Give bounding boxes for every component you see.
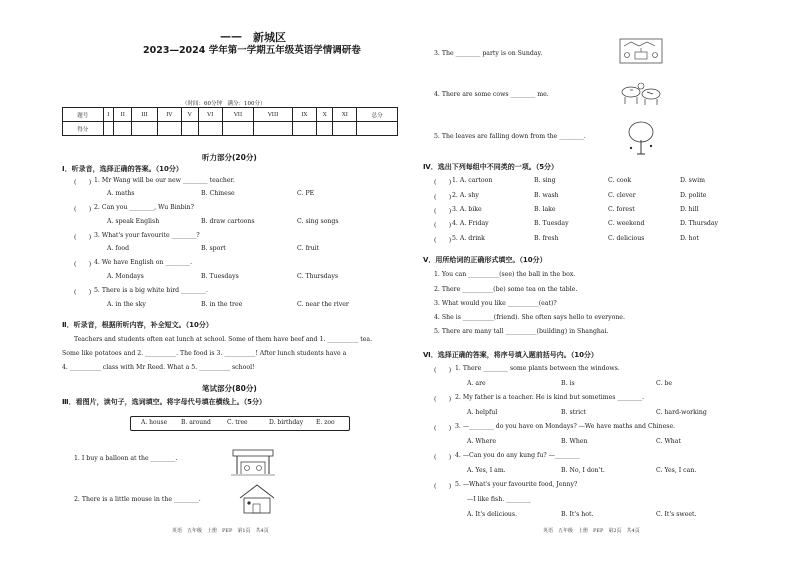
table-cell: V xyxy=(181,108,198,122)
option: B. lake xyxy=(534,206,556,213)
option: B. draw cartoons xyxy=(201,218,255,225)
answer-paren[interactable]: ( ) xyxy=(74,179,92,186)
table-cell[interactable] xyxy=(114,122,132,136)
question-stem: 4. —Can you do any kung fu? —________ xyxy=(455,452,580,459)
option: B. is xyxy=(561,380,575,387)
option: B. Tuesdays xyxy=(201,273,239,280)
score-table-row xyxy=(63,108,398,122)
option: D. polite xyxy=(680,192,707,199)
option: C. be xyxy=(656,380,673,387)
option: B. Chinese xyxy=(201,190,235,197)
question-stem-reply: —I like fish. ________ xyxy=(467,496,531,503)
sec5-heading: Ⅴ．用所给词的正确形式填空。（10分） xyxy=(423,256,547,264)
table-cell: X xyxy=(316,108,333,122)
answer-paren[interactable]: ( ) xyxy=(434,237,452,244)
option: C. weekend xyxy=(608,220,645,227)
answer-paren[interactable]: ( ) xyxy=(434,208,452,215)
word-bank-item: A. house xyxy=(141,419,168,426)
option: 5. A. drink xyxy=(452,235,485,242)
picture-question: 5. The leaves are falling down from the ________. xyxy=(434,133,586,140)
option: B. strict xyxy=(561,409,587,416)
option: A. in the sky xyxy=(107,301,146,308)
question-stem: 4. We have English on ________. xyxy=(94,259,193,266)
option: C. sing songs xyxy=(297,218,339,225)
picture-question: 3. The ________ party is on Sunday. xyxy=(434,50,543,57)
option: C. delicious xyxy=(608,235,645,242)
fill-line: 4. She is __________(friend). She often says hello to everyone. xyxy=(434,314,625,321)
option: B. in the tree xyxy=(201,301,243,308)
answer-paren[interactable]: ( ) xyxy=(434,179,452,186)
question-stem: 1. Mr Wang will be our new ________ teacher. xyxy=(94,177,235,184)
word-bank xyxy=(130,416,350,431)
table-cell: 总分 xyxy=(357,108,398,122)
table-cell: VII xyxy=(222,108,253,122)
table-cell[interactable] xyxy=(316,122,333,136)
tree-picture xyxy=(625,120,657,156)
table-cell: I xyxy=(103,108,114,122)
table-cell: 得分 xyxy=(63,122,104,136)
cloze-line: Teachers and students often eat lunch at school. Some of them have beef and 1. __________ tea. xyxy=(74,336,373,343)
option: D. hot xyxy=(680,235,699,242)
option: A. helpful xyxy=(467,409,498,416)
table-cell[interactable] xyxy=(222,122,253,136)
exam-meta: （时间：60分钟 满分：100分） xyxy=(182,101,266,107)
answer-paren[interactable]: ( ) xyxy=(74,261,92,268)
sec4-heading: Ⅳ．选出下列每组中不同类的一项。（5分） xyxy=(423,163,559,171)
option: C. fruit xyxy=(297,245,320,252)
written-header: 笔试部分(80分) xyxy=(202,384,257,393)
birthday-party-picture xyxy=(619,38,663,64)
option: A. are xyxy=(467,380,486,387)
option: 3. A. bike xyxy=(452,206,482,213)
answer-paren[interactable]: ( ) xyxy=(74,289,92,296)
cloze-line: 4. __________ class with Mr Reed. What a 5. __________ school! xyxy=(62,364,255,371)
option: 4. A. Friday xyxy=(452,220,489,227)
table-cell: XI xyxy=(333,108,357,122)
page-footer: 英语 五年级 上册 PEP 第2页 共4页 xyxy=(543,528,640,534)
picture-question: 1. I buy a balloon at the ________. xyxy=(74,455,178,462)
sec1-heading: Ⅰ．听录音，选择正确的答案。（10分） xyxy=(62,165,183,173)
fill-line: 5. There are many tall __________(building) in Shanghai. xyxy=(434,328,609,335)
sec2-heading: Ⅱ．听录音，根据所听内容，补全短文。（10分） xyxy=(62,321,213,329)
table-cell[interactable] xyxy=(181,122,198,136)
word-bank-item: E. zoo xyxy=(316,419,335,426)
table-cell: VIII xyxy=(254,108,293,122)
answer-paren[interactable]: ( ) xyxy=(434,454,452,461)
table-cell: IV xyxy=(157,108,181,122)
question-stem: 2. My father is a teacher. He is kind but sometimes ________. xyxy=(455,394,645,401)
option: C. forest xyxy=(608,206,635,213)
option: D. swim xyxy=(680,177,705,184)
score-table xyxy=(62,107,398,136)
table-cell[interactable] xyxy=(157,122,181,136)
cloze-line: Some like potatoes and 2. __________. The food is 3. __________! After lunch students have a xyxy=(62,350,347,357)
table-cell[interactable] xyxy=(198,122,222,136)
cows-picture xyxy=(617,78,667,108)
question-stem: 5. There is a big white bird ________. xyxy=(94,287,208,294)
title-exam: 2023—2024 学年第一学期五年级英语学情调研卷 xyxy=(143,45,361,56)
answer-paren[interactable]: ( ) xyxy=(434,483,452,490)
picture-question: 2. There is a little mouse in the ________. xyxy=(74,496,201,503)
option: B. sport xyxy=(201,245,226,252)
title-district: 新城区 xyxy=(253,31,286,44)
picture-question: 4. There are some cows ________ me. xyxy=(434,91,549,98)
option: C. cook xyxy=(608,177,632,184)
right-page xyxy=(397,0,794,562)
option: C. PE xyxy=(297,190,315,197)
option: C. Thursdays xyxy=(297,273,338,280)
question-stem: 3. What's your favourite ________? xyxy=(94,232,200,239)
score-table-row xyxy=(63,122,398,136)
answer-paren[interactable]: ( ) xyxy=(74,206,92,213)
table-cell[interactable] xyxy=(333,122,357,136)
option: A. Where xyxy=(467,438,497,445)
option: C. clever xyxy=(608,192,636,199)
house-picture xyxy=(236,482,278,516)
option: A. Mondays xyxy=(107,273,144,280)
answer-paren[interactable]: ( ) xyxy=(434,367,452,374)
table-cell[interactable] xyxy=(103,122,114,136)
option: A. It's delicious. xyxy=(467,511,518,518)
school-marker: —— xyxy=(220,30,242,43)
option: 1. A. cartoon xyxy=(452,177,493,184)
option: B. fresh xyxy=(534,235,559,242)
answer-paren[interactable]: ( ) xyxy=(74,234,92,241)
table-cell: II xyxy=(114,108,132,122)
question-stem: 1. There ________ some plants between the windows. xyxy=(455,365,620,372)
question-stem: 2. Can you ________, Wu Binbin? xyxy=(94,204,194,211)
table-cell: IX xyxy=(292,108,316,122)
option: D. hill xyxy=(680,206,699,213)
option: A. speak English xyxy=(107,218,160,225)
option: A. maths xyxy=(107,190,135,197)
option: C. It's sweet. xyxy=(656,511,697,518)
fill-line: 2. There __________(be) some tea on the table. xyxy=(434,286,578,293)
option: C. hard-working xyxy=(656,409,707,416)
option: 2. A. shy xyxy=(452,192,479,199)
table-cell[interactable] xyxy=(292,122,316,136)
option: A. Yes, I am. xyxy=(467,467,506,474)
question-stem: 3. —________ do you have on Mondays? —We have maths and Chinese. xyxy=(455,423,676,430)
table-cell: 题号 xyxy=(63,108,104,122)
sec6-heading: Ⅵ．选择正确的答案，将序号填入题前括号内。（10分） xyxy=(423,351,598,359)
option: B. It's hot. xyxy=(561,511,594,518)
option: B. No, I don't. xyxy=(561,467,605,474)
table-cell[interactable] xyxy=(254,122,293,136)
answer-paren[interactable]: ( ) xyxy=(434,194,452,201)
option: C. What xyxy=(656,438,681,445)
option: C. near the river xyxy=(297,301,349,308)
option: B. When xyxy=(561,438,588,445)
answer-paren[interactable]: ( ) xyxy=(434,222,452,229)
table-cell: III xyxy=(132,108,157,122)
option: C. Yes, I can. xyxy=(656,467,697,474)
word-bank-item: D. birthday xyxy=(269,419,304,426)
option: B. wash xyxy=(534,192,559,199)
question-stem: 5. —What's your favourite food, Jenny? xyxy=(455,481,578,488)
option: D. Thursday xyxy=(680,220,719,227)
word-bank-item: B. around xyxy=(181,419,211,426)
answer-paren[interactable]: ( ) xyxy=(434,396,452,403)
fill-line: 3. What would you like __________(eat)? xyxy=(434,300,557,307)
zoo-gate-picture xyxy=(229,446,277,478)
word-bank-item: C. tree xyxy=(227,419,248,426)
table-cell[interactable] xyxy=(132,122,157,136)
answer-paren[interactable]: ( ) xyxy=(434,425,452,432)
option: B. Tuesday xyxy=(534,220,569,227)
table-cell: VI xyxy=(198,108,222,122)
fill-line: 1. You can __________(see) the ball in the box. xyxy=(434,271,576,278)
listening-header: 听力部分(20分) xyxy=(202,153,257,162)
option: A. food xyxy=(107,245,130,252)
table-cell[interactable] xyxy=(357,122,398,136)
option: B. sing xyxy=(534,177,556,184)
sec3-heading: Ⅲ．看图片，读句子，选词填空。将字母代号填在横线上。（5分） xyxy=(62,398,266,406)
page-footer: 英语 五年级 上册 PEP 第1页 共4页 xyxy=(172,528,269,534)
